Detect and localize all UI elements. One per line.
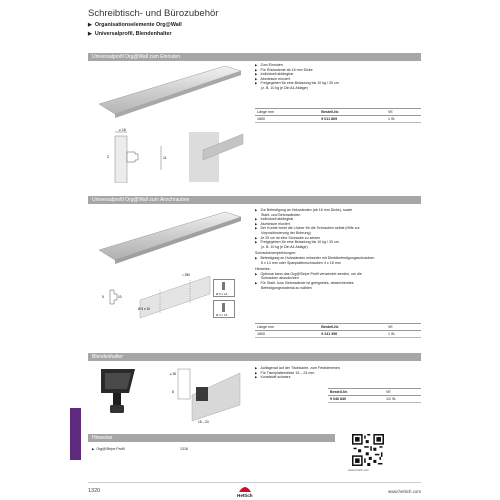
profile-anschrauben-image — [95, 208, 245, 264]
triangle-bullet-icon: ▶ — [255, 280, 258, 285]
section-header-einnuten: Universalprofil Org@Wall zum Einnuten — [88, 53, 421, 61]
drawing-einnuten — [105, 128, 175, 183]
cell-pack: 1/2 St. — [384, 396, 421, 403]
col-order-no: Bestell-Nr. — [328, 389, 384, 396]
bullet-list-einnuten: ▶ Zum Einnuten ▶ Für Rückwände ab 16 mm Dicke ▶ Individuell ablängbar ▶ Aluminium eloxiert ▶ Freigegeben für eine Belastung bis 10 kg / 30 cm (z. B. 10 kg je Din A4 Ablage) — [255, 63, 339, 90]
dim-label: ≥ 30 — [170, 372, 177, 376]
qr-caption: www.hettich.com — [348, 468, 369, 472]
triangle-bullet-icon: ▶ — [255, 63, 258, 67]
dim-label: 2 — [107, 155, 109, 159]
col-pack: VE — [384, 389, 421, 396]
triangle-bullet-icon: ▶ — [255, 67, 258, 72]
triangle-bullet-icon: ▶ — [255, 226, 258, 231]
blendenhalter-image — [95, 365, 145, 420]
triangle-bullet-icon: ▶ — [92, 447, 95, 451]
screw-box-4x16: Ø 4 x 16 — [213, 300, 235, 318]
triangle-bullet-icon: ▶ — [255, 217, 258, 222]
hint-heading: Hinweise: — [255, 267, 271, 272]
screw-box-6x14: Ø 6 x 14 — [213, 279, 235, 297]
page-subtitle-1: ▶ Organisationselemente Org@Wall — [88, 22, 182, 28]
footer-divider — [88, 482, 421, 483]
section-header-hinweise: Hinweise — [88, 434, 335, 442]
section-header-anschrauben: Universalprofil Org@Wall zum Anschrauben — [88, 196, 421, 204]
cell-length: 1800 — [255, 116, 319, 123]
triangle-bullet-icon: ▶ — [88, 31, 92, 37]
order-table-einnuten — [255, 108, 421, 123]
dim-label: 15 – 24 — [198, 420, 209, 424]
triangle-bullet-icon: ▶ — [255, 255, 258, 260]
triangle-bullet-icon: ▶ — [255, 76, 258, 81]
page-subtitle-2: ▶ Universalprofil, Blendenhalter — [88, 31, 172, 37]
triangle-bullet-icon: ▶ — [255, 375, 258, 380]
col-pack: VE — [386, 109, 421, 116]
page-number: 1320 — [88, 488, 101, 494]
dim-label: 11 — [163, 156, 167, 160]
dim-label: ≈ 250 — [182, 273, 190, 277]
screw-icon — [222, 303, 225, 312]
order-table-blendenhalter — [328, 388, 421, 403]
col-order-no: Bestell-Nr. — [319, 324, 386, 331]
triangle-bullet-icon: ▶ — [255, 240, 258, 245]
profile-einnuten-detail-image — [185, 130, 245, 182]
chapter-tab — [70, 408, 81, 460]
triangle-bullet-icon: ▶ — [255, 271, 258, 276]
hint-page-ref[interactable]: 1316 — [180, 447, 188, 451]
triangle-bullet-icon: ▶ — [255, 72, 258, 77]
cell-order-no: 9 241 396 — [319, 331, 386, 338]
profile-einnuten-image — [95, 62, 245, 118]
triangle-bullet-icon: ▶ — [255, 208, 258, 212]
hettich-logo-icon — [239, 484, 251, 492]
hettich-logo: Hettich — [237, 484, 253, 498]
dim-label: Ø 5 x 10 — [138, 307, 151, 311]
col-order-no: Bestell-Nr. — [319, 109, 386, 116]
dim-label: 5 — [102, 295, 104, 299]
qr-code-icon[interactable] — [352, 434, 384, 466]
col-length: Länge mm — [255, 109, 319, 116]
dim-label: ≥ 16 — [119, 128, 126, 132]
dim-label: 10 — [118, 295, 122, 299]
cell-pack: 1 St. — [386, 331, 421, 338]
cell-order-no: 9 046 840 — [328, 396, 384, 403]
screw-icon — [222, 282, 225, 290]
cell-length: 1800 — [255, 331, 319, 338]
col-pack: VE — [386, 324, 421, 331]
triangle-bullet-icon: ▶ — [88, 22, 92, 28]
triangle-bullet-icon: ▶ — [255, 221, 258, 226]
section-header-blendenhalter: Blendenhalter — [88, 353, 421, 361]
bullet-list-blendenhalter: ▶ Auflagerad auf der Tischkante, zum Feststemmen ▶ Für Tischplattendicke 15 – 24 mm ▶ Kunststoff schwarz — [255, 366, 340, 380]
triangle-bullet-icon: ▶ — [255, 235, 258, 240]
screw-heading: Schraubenempfehlungen: — [255, 251, 297, 256]
page-title: Schreibtisch- und Bürozubehör — [88, 8, 219, 19]
hint-item[interactable]: ▶ Org@Stripe Profil — [92, 447, 125, 451]
triangle-bullet-icon: ▶ — [255, 366, 258, 370]
cell-pack: 1 St. — [386, 116, 421, 123]
triangle-bullet-icon: ▶ — [255, 81, 258, 86]
cell-order-no: 9 011 869 — [319, 116, 386, 123]
triangle-bullet-icon: ▶ — [255, 370, 258, 375]
dim-label: 8 — [172, 390, 174, 394]
order-table-anschrauben — [255, 323, 421, 338]
drawing-blendenhalter — [170, 365, 245, 425]
website-link[interactable]: www.hettich.com — [388, 489, 421, 494]
col-length: Länge mm — [255, 324, 319, 331]
bullet-list-anschrauben: ▶ Zur Befestigung an Holzwänden (ab 16 mm Dicke), sowie Stahl- und Betonwänden ▶ Individuell ablängbar ▶ Aluminium eloxiert ▶ Der Kunde bohrt die Löcher für die Schrauben selbst (Hilfe zur Vorpositionierung der Bohrung) ▶ Je 25 cm ist eine Schraube zu setzen ▶ Freigegeben für eine Belastung bis 10 kg / 30 cm (z. B. 10 kg je Din A4 Ablage) Schraubenempfehlungen: ▶ Befestigung an Holzwänden entweder mit Direktbefestigungsschrauben 6 x 14 mm oder Spanplattenschrauben 4 x 16 mm Hinweise: ▶ Optional kann das Org@Stripe Profil verwendet werden, um die Schrauben abzudecken ▶ Für Stahl- bzw. Betonwände ist geeignetes, abweichendes Befestigungsmaterial zu wählen — [255, 208, 421, 290]
